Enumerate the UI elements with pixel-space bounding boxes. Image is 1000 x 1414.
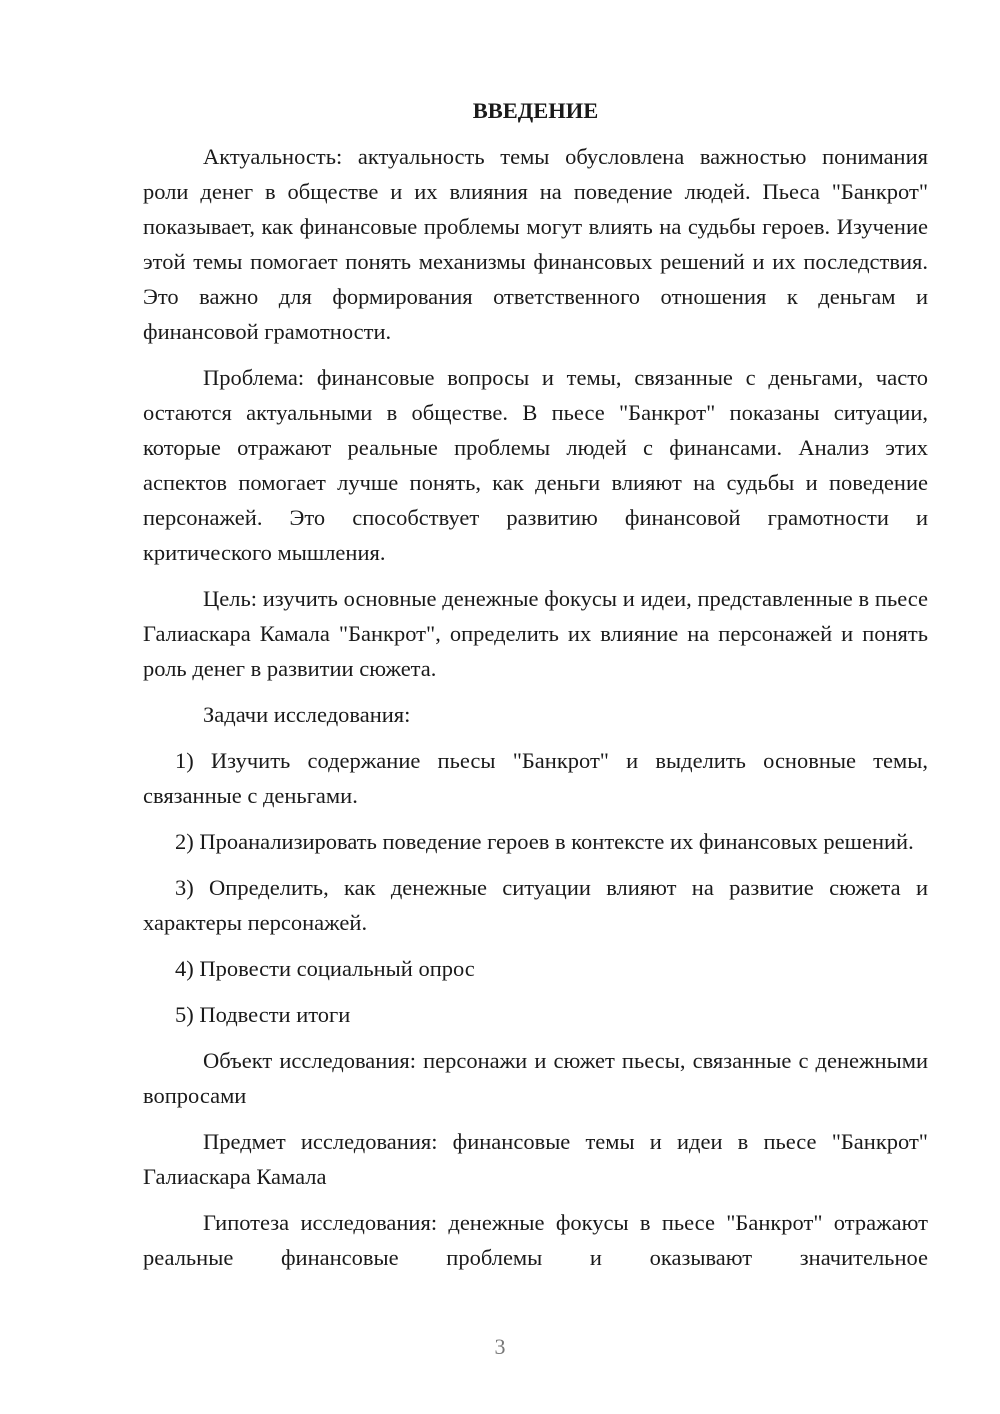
task-item-4: 4) Провести социальный опрос xyxy=(175,956,475,981)
task-item-3: 3) Определить, как денежные ситуации влияют на развитие сюжета и характеры персонажей. xyxy=(143,875,928,935)
subject-paragraph: Предмет исследования: финансовые темы и идеи в пьесе "Банкрот" Галиаскара Камала xyxy=(143,1129,928,1189)
page-number: 3 xyxy=(494,1334,506,1359)
page-title: ВВЕДЕНИЕ xyxy=(472,98,599,123)
task-item-2: 2) Проанализировать поведение героев в контексте их финансовых решений. xyxy=(175,829,914,854)
hypothesis-paragraph: Гипотеза исследования: денежные фокусы в пьесе "Банкрот" отражают реальные финансовые проблемы и оказывают значительное xyxy=(143,1210,928,1270)
relevance-paragraph: Актуальность: актуальность темы обусловлена важностью понимания роли денег в обществе и их влияния на поведение людей. Пьеса "Банкрот" показывает, как финансовые проблемы могут влиять на судьбы героев. Изучение этой темы помогает понять механизмы финансовых решений и их последствия. Это важно для формирования ответственного отношения к деньгам и финансовой грамотности. xyxy=(143,144,928,344)
tasks-heading: Задачи исследования: xyxy=(203,702,411,727)
document-page xyxy=(143,93,928,1286)
task-item-5: 5) Подвести итоги xyxy=(175,1002,351,1027)
problem-paragraph: Проблема: финансовые вопросы и темы, связанные с деньгами, часто остаются актуальными в обществе. В пьесе "Банкрот" показаны ситуации, которые отражают реальные проблемы людей с финансами. Анализ этих аспектов помогает лучше понять, как деньги влияют на судьбы и поведение персонажей. Это способствует развитию финансовой грамотности и критического мышления. xyxy=(143,365,928,565)
task-item-1: 1) Изучить содержание пьесы "Банкрот" и выделить основные темы, связанные с деньгами. xyxy=(143,748,928,808)
object-paragraph: Объект исследования: персонажи и сюжет пьесы, связанные с денежными вопросами xyxy=(143,1048,928,1108)
goal-paragraph: Цель: изучить основные денежные фокусы и идеи, представленные в пьесе Галиаскара Камала "Банкрот", определить их влияние на персонажей и понять роль денег в развитии сюжета. xyxy=(143,586,928,681)
